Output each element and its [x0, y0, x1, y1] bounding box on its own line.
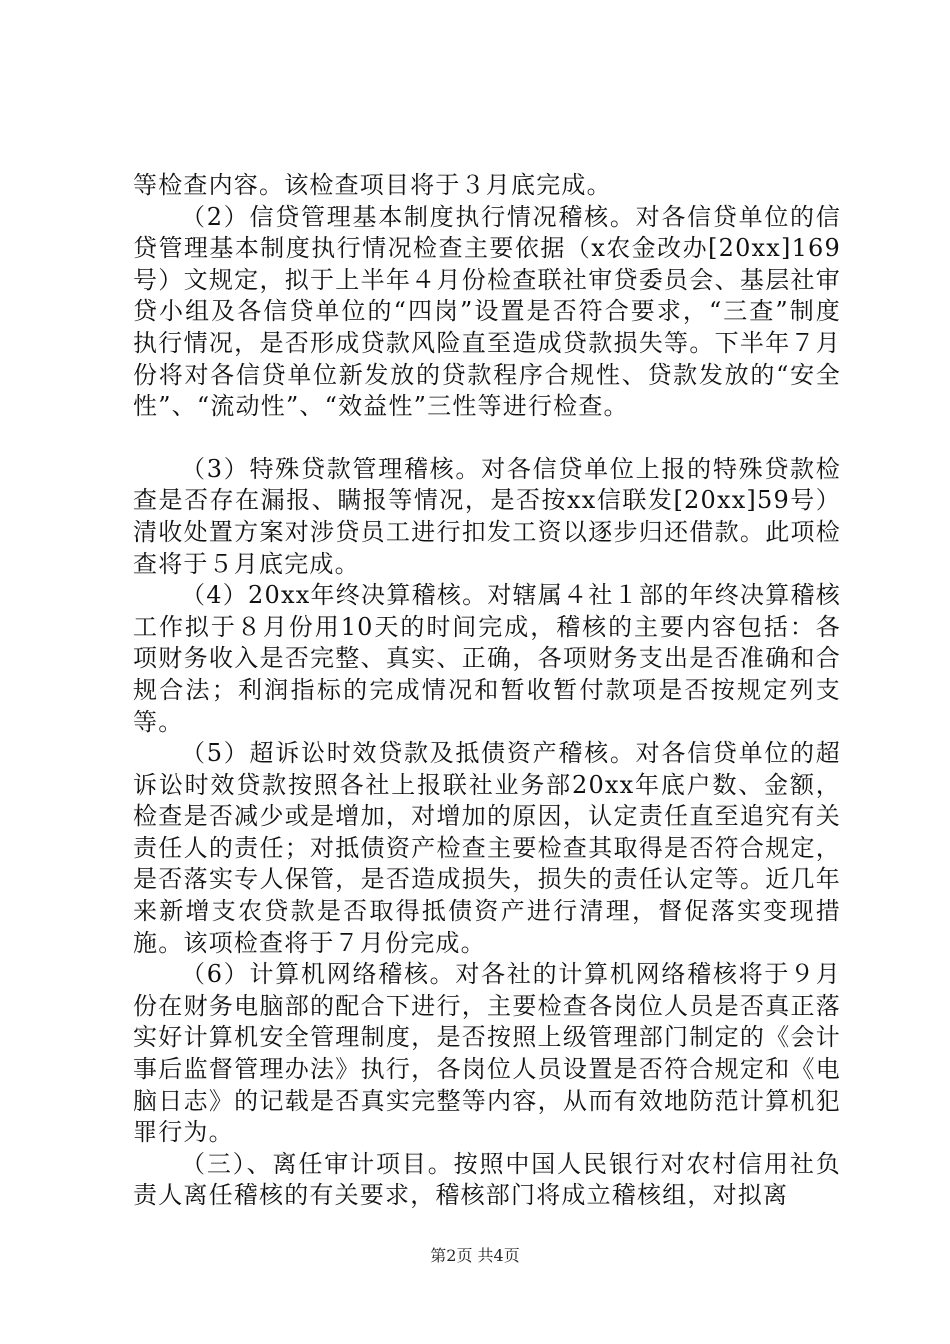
document-body: [133, 170, 841, 1212]
paragraph-item-5: （5）超诉讼时效贷款及抵债资产稽核。对各信贷单位的超诉讼时效贷款按照各社上报联社业务部20xx年底户数、金额，检查是否减少或是增加，对增加的原因，认定责任直至追究有关责任人的责任；对抵债资产检查主要检查其取得是否符合规定，是否落实专人保管，是否造成损失，损失的责任认定等。近几年来新增支农贷款是否取得抵债资产进行清理，督促落实变现措施。该项检查将于７月份完成。: [133, 739, 841, 957]
paragraph-section-3: （三）、离任审计项目。按照中国人民银行对农村信用社负责人离任稽核的有关要求，稽核部门将成立稽核组，对拟离: [133, 1149, 841, 1210]
paragraph-item-4: （4）20xx年终决算稽核。对辖属４社１部的年终决算稽核工作拟于８月份用10天的时间完成，稽核的主要内容包括：各项财务收入是否完整、真实、正确，各项财务支出是否准确和合规合法；利润指标的完成情况和暂收暂付款项是否按规定列支等。: [133, 581, 841, 736]
paragraph-item-2: （2）信贷管理基本制度执行情况稽核。对各信贷单位的信贷管理基本制度执行情况检查主要依据（x农金改办[20xx]169号）文规定，拟于上半年４月份检查联社审贷委员会、基层社审贷小组及各信贷单位的“四岗”设置是否符合要求，“三查”制度执行情况，是否形成贷款风险直至造成贷款损失等。下半年７月份将对各信贷单位新发放的贷款程序合规性、贷款发放的“安全性”、“流动性”、“效益性”三性等进行检查。: [133, 202, 841, 421]
page-number-footer: 第2页 共4页: [430, 1246, 520, 1265]
paragraph-continuation: 等检查内容。该检查项目将于３月底完成。: [133, 171, 612, 199]
paragraph-item-3: （3）特殊贷款管理稽核。对各信贷单位上报的特殊贷款检查是否存在漏报、瞒报等情况，是否按xx信联发[20xx]59号）清收处置方案对涉贷员工进行扣发工资以逐步归还借款。此项检查将于５月底完成。: [133, 454, 841, 578]
paragraph-item-6: （6）计算机网络稽核。对各社的计算机网络稽核将于９月份在财务电脑部的配合下进行，主要检查各岗位人员是否真正落实好计算机安全管理制度，是否按照上级管理部门制定的《会计事后监督管理办法》执行，各岗位人员设置是否符合规定和《电脑日志》的记载是否真实完整等内容，从而有效地防范计算机犯罪行为。: [133, 960, 841, 1147]
